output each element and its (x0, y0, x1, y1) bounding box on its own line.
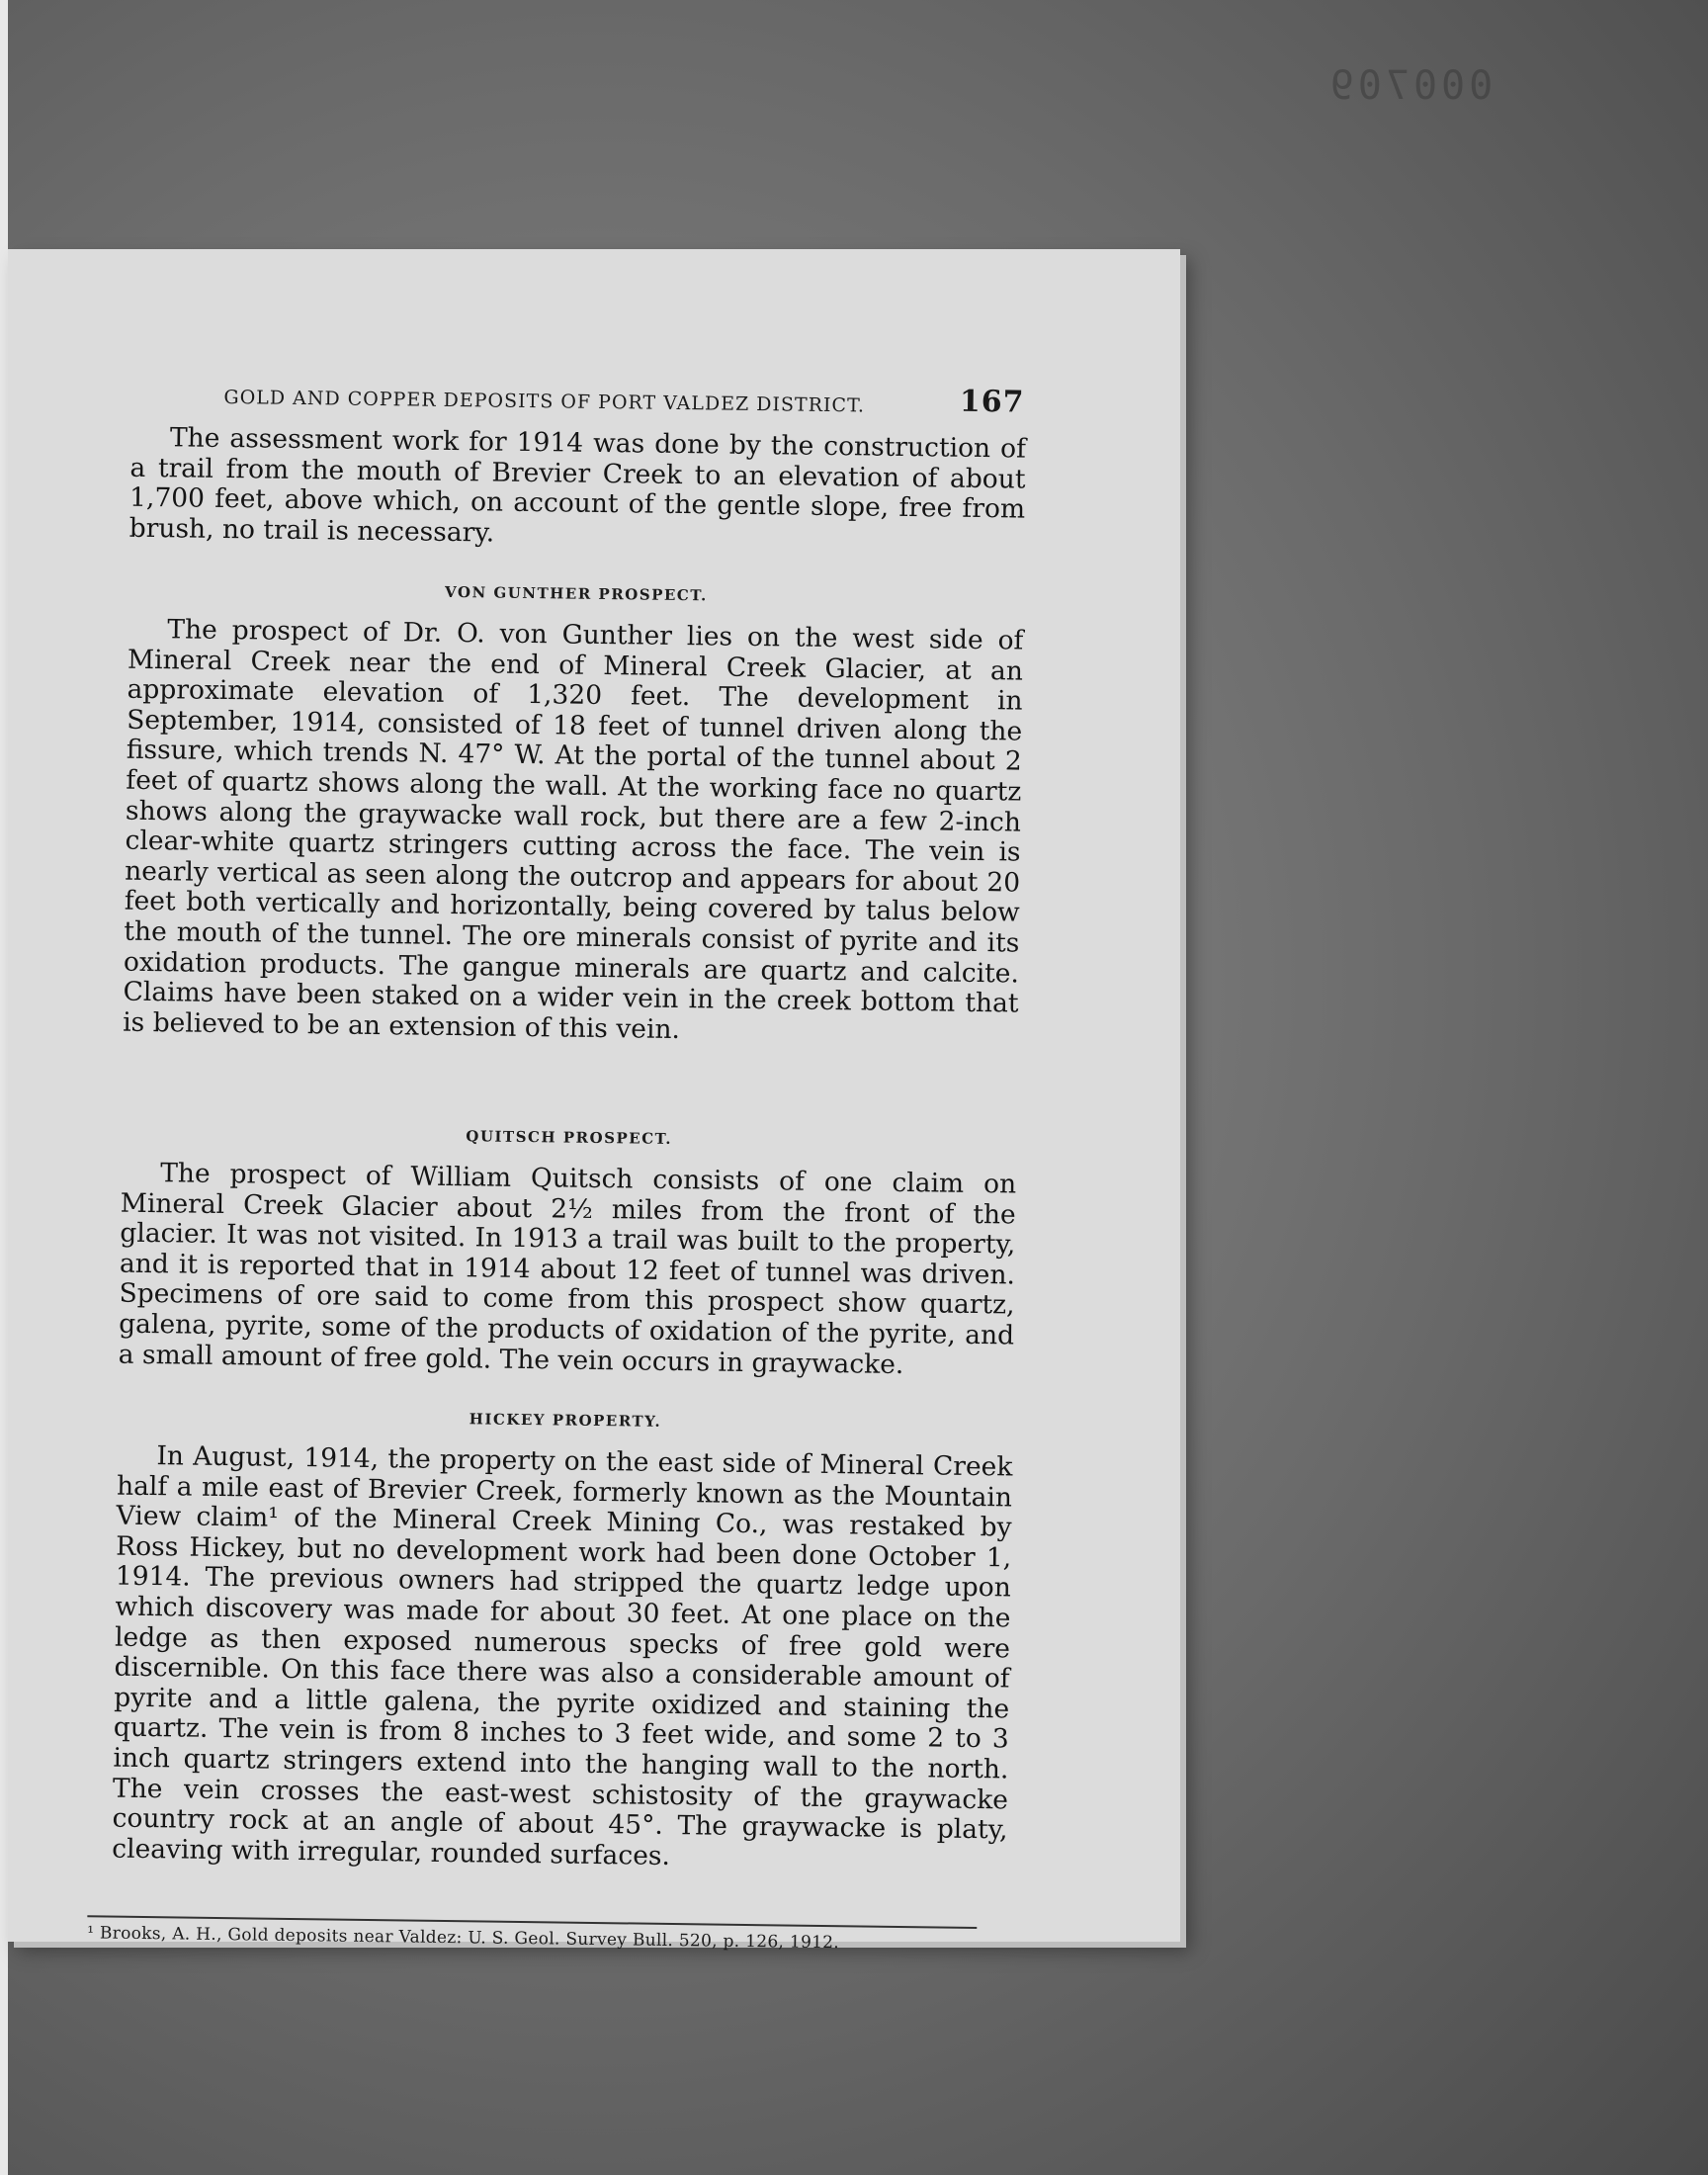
section-title-quitsch: QUITSCH PROSPECT. (466, 1127, 673, 1148)
section-hickey-paragraph: In August, 1914, the property on the east side of Mineral Creek half a mile east of Brevier Creek, formerly known as the Mountain View claim¹ of the Mineral Creek Mining Co., was restaked by Ross Hickey, but no development work had been done October 1, 1914. The previous owners had stripped the quartz ledge upon which discovery was made for about 30 feet. At one place on the ledge as then exposed numerous specks of free gold were discernible. On this face there was also a considerable amount of pyrite and a little galena, the pyrite oxidized and staining the quartz. The vein is from 8 inches to 3 feet wide, and some 2 to 3 inch quartz stringers extend into the hanging wall to the north. The vein crosses the east-west schistosity of the graywacke country rock at an angle of about 45°. The graywacke is platy, cleaving with irregular, rounded surfaces. (112, 1440, 1013, 1871)
document-stamp: 000709 (1325, 63, 1494, 109)
section-title-hickey: HICKEY PROPERTY. (469, 1410, 662, 1431)
running-head: GOLD AND COPPER DEPOSITS OF PORT VALDEZ DISTRICT. (223, 386, 866, 417)
page-content (0, 241, 1190, 1954)
footnote: ¹ Brooks, A. H., Gold deposits near Valdez: U. S. Geol. Survey Bull. 520, p. 126, 1912. (87, 1923, 840, 1954)
intro-paragraph-block (129, 423, 1027, 556)
book-page (8, 249, 1180, 1954)
page-number: 167 (959, 384, 1025, 420)
section-von-gunther-paragraph: The prospect of Dr. O. von Gunther lies on the west side of Mineral Creek near the end of Mineral Creek Glacier, at an approximate elevation of 1,320 feet. The development in September, 1914, consisted of 18 feet of tunnel driven along the fissure, which trends N. 47° W. At the portal of the tunnel about 2 feet of quartz shows along the wall. At the working face no quartz shows along the graywacke wall rock, but there are a few 2-inch clear-white quartz stringers cutting across the face. The vein is nearly vertical as seen along the outcrop and appears for about 20 feet both vertically and horizontally, being covered by talus below the mouth of the tunnel. The ore minerals consist of pyrite and its oxidation products. The gangue minerals are quartz and calcite. Claims have been staked on a wider vein in the creek bottom that is believed to be an extension of this vein. (122, 614, 1024, 1045)
section-quitsch-paragraph: The prospect of William Quitsch consists of one claim on Mineral Creek Glacier about 2½ miles from the front of the glacier. It was not visited. In 1913 a trail was built to the property, and it is reported that in 1914 about 12 feet of tunnel was driven. Specimens of ore said to come from this prospect show quartz, galena, pyrite, some of the products of oxidation of the pyrite, and a small amount of free gold. The vein occurs in graywacke. (118, 1158, 1017, 1380)
section-quitsch-block (119, 1159, 1017, 1382)
section-von-gunther-block (123, 615, 1024, 1050)
page-header (223, 375, 1024, 425)
section-hickey-block (112, 1441, 1013, 1876)
section-title-von-gunther: VON GUNTHER PROSPECT. (444, 582, 708, 605)
intro-paragraph: The assessment work for 1914 was done by the construction of a trail from the mouth of Brevier Creek to an elevation of about 1,700 feet, above which, on account of the gentle slope, free from brush, no trail is necessary. (128, 422, 1027, 549)
